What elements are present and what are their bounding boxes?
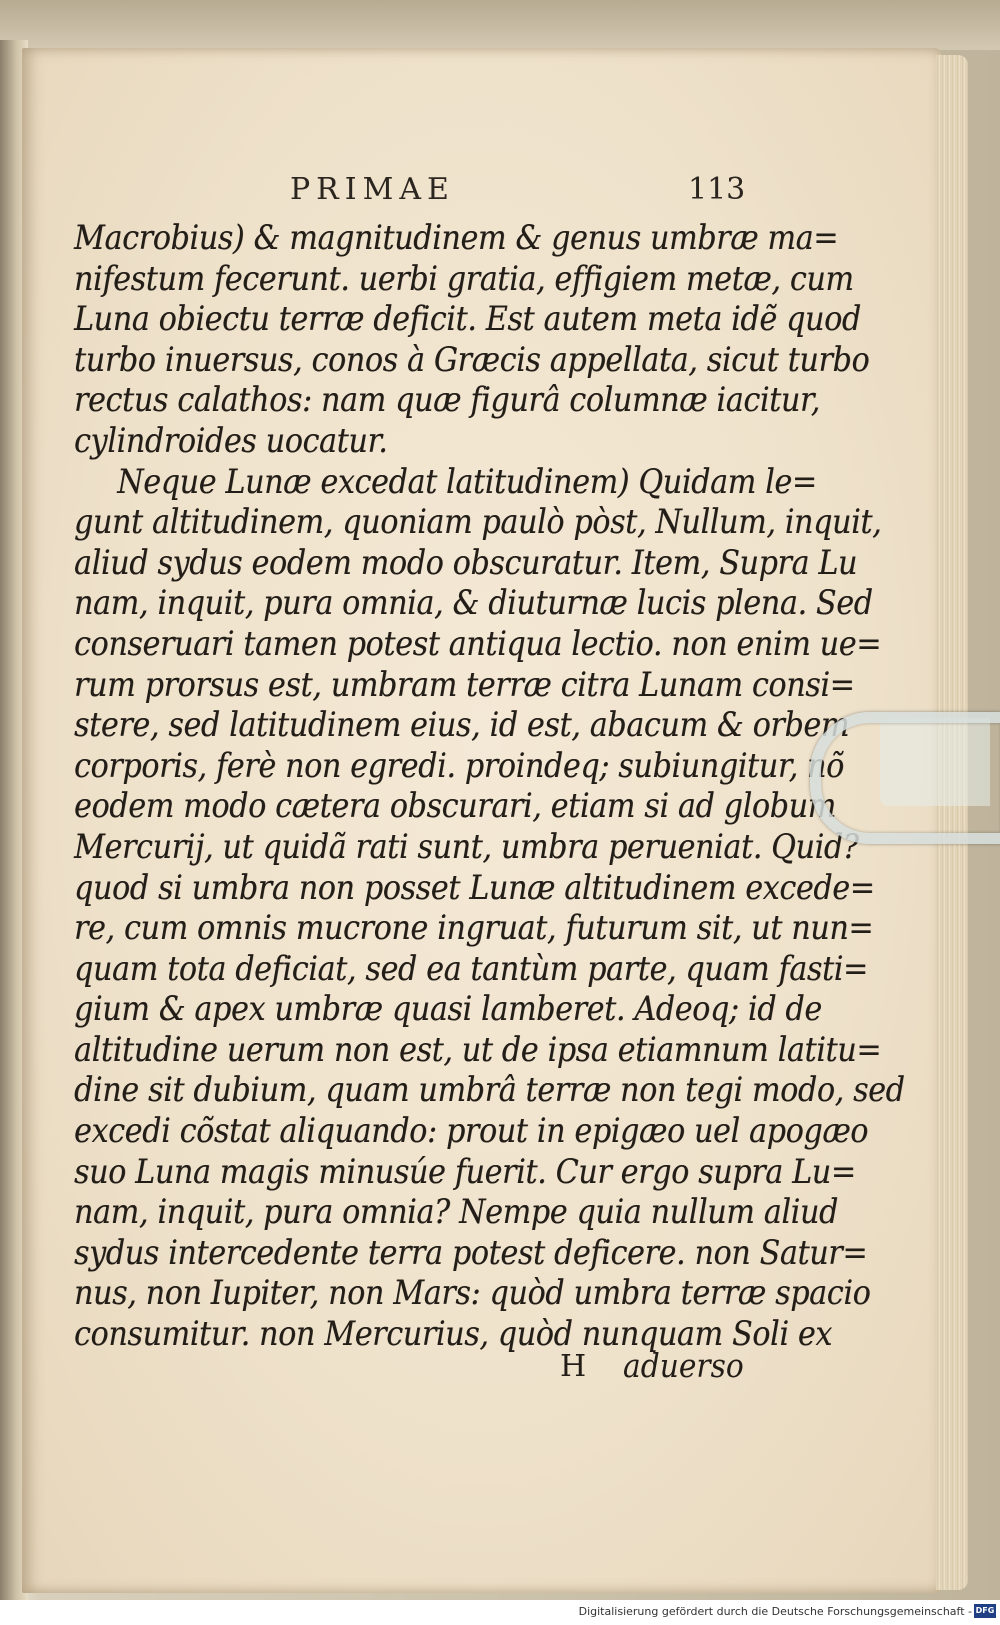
text-line: conseruari tamen potest antiqua lectio. non enim ue=	[74, 623, 882, 663]
text-line: nifestum fecerunt. uerbi gratia, effigiem metæ, cum	[74, 258, 854, 298]
page-number: 113	[688, 172, 746, 207]
text-line: altitudine uerum non est, ut de ipsa etiamnum latitu=	[74, 1029, 882, 1069]
text-line: quod si umbra non posset Lunæ altitudinem excede=	[74, 867, 875, 907]
text-line: sydus intercedente terra potest deficere. non Satur=	[74, 1232, 868, 1272]
text-line: gium & apex umbræ quasi lamberet. Adeoq; id de	[74, 989, 822, 1029]
text-line: nus, non Iupiter, non Mars: quòd umbra terræ spacio	[74, 1273, 871, 1313]
running-head: PRIMAE	[290, 172, 455, 207]
text-line: gunt altitudinem, quoniam paulò pòst, Nullum, inquit,	[74, 502, 882, 542]
text-line: eodem modo cætera obscurari, etiam si ad globum	[74, 786, 836, 826]
text-line: consumitur. non Mercurius, quòd nunquam Soli ex	[74, 1314, 832, 1354]
text-line: Neque Lunæ excedat latitudinem) Quidam le=	[117, 461, 817, 501]
text-line: corporis, ferè non egredi. proindeq; subiungitur, nõ	[74, 745, 844, 785]
text-line: quam tota deficiat, sed ea tantùm parte, quam fasti=	[74, 948, 868, 988]
text-line: dine sit dubium, quam umbrâ terræ non tegi modo, sed	[74, 1070, 905, 1110]
text-line: Mercurij, ut quidã rati sunt, umbra perueniat. Quid?	[74, 826, 859, 866]
text-line: rum prorsus est, umbram terræ citra Lunam consi=	[74, 664, 855, 704]
text-line: stere, sed latitudinem eius, id est, abacum & orbem	[74, 705, 850, 745]
paper-clip-icon	[810, 712, 1000, 844]
text-line: suo Luna magis minusúe fuerit. Cur ergo supra Lu=	[74, 1151, 856, 1191]
text-line: nam, inquit, pura omnia? Nempe quia nullum aliud	[74, 1192, 838, 1232]
text-line: excedi cõstat aliquando: prout in epigæo uel apogæo	[74, 1111, 869, 1151]
text-line: Macrobius) & magnitudinem & genus umbræ ma=	[74, 218, 839, 257]
dfg-logo: DFG	[974, 1604, 996, 1618]
text-line: aliud sydus eodem modo obscuratur. Item, Supra Lu	[74, 542, 858, 582]
signature-mark: H	[560, 1349, 587, 1384]
text-line: turbo inuersus, conos à Græcis appellata, sicut turbo	[74, 339, 870, 379]
text-line: nam, inquit, pura omnia, & diuturnæ lucis plena. Sed	[74, 583, 873, 623]
book-top-edge	[0, 0, 1000, 50]
footer-credit: Digitalisierung gefördert durch die Deutsche Forschungsgemeinschaft -	[578, 1605, 972, 1618]
text-line: rectus calathos: nam quæ figurâ columnæ iacitur,	[74, 380, 820, 420]
body-text	[74, 218, 905, 1355]
text-line: re, cum omnis mucrone ingruat, futurum sit, ut nun=	[74, 908, 874, 948]
catchword: aduerso	[623, 1346, 744, 1385]
text-line: cylindroides uocatur.	[74, 420, 388, 460]
text-line: Luna obiectu terræ deficit. Est autem meta idẽ quod	[74, 299, 861, 339]
